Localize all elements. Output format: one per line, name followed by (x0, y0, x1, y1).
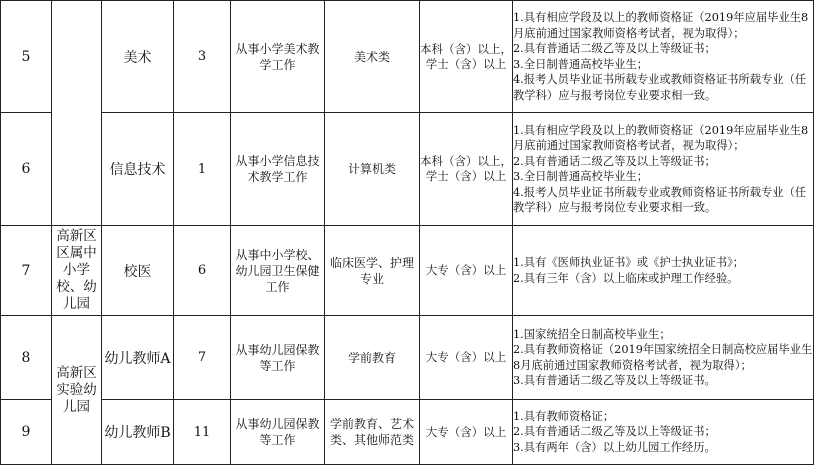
requirement-item: 1.具有《医师执业证书》或《护士执业证书》； (513, 256, 745, 269)
post-name: 幼儿教师B (102, 400, 174, 465)
post-name: 美术 (102, 1, 174, 113)
major-requirement: 学前教育 (325, 316, 420, 400)
job-scope: 从事小学美术教学工作 (231, 1, 325, 113)
requirement-item: 1.具有相应学段及以上的教师资格证（2019年应届毕业生8月底前通过国家教师资格考试者，视为取得）； (513, 123, 809, 152)
employer-unit: 高新区区属中小学校、幼儿园 (52, 226, 102, 316)
requirement-item: 2.具有普通话二级乙等及以上等级证书； (513, 425, 716, 439)
education-requirement: 本科（含）以上，学士（含）以上 (420, 1, 513, 113)
job-scope: 从事幼儿园保教等工作 (231, 316, 325, 400)
major-requirement: 临床医学、护理专业 (325, 226, 420, 316)
education-requirement: 大专（含）以上 (420, 400, 513, 465)
requirement-item: 1.国家统招全日制高校毕业生； (513, 327, 671, 341)
post-name: 校医 (102, 226, 174, 316)
other-requirements (513, 1, 814, 113)
requirement-item: 3.全日制普通高校毕业生； (513, 170, 649, 183)
education-requirement: 大专（含）以上 (420, 316, 513, 400)
job-scope: 从事中小学校、幼儿园卫生保健工作 (231, 226, 325, 316)
table-row (1, 113, 814, 226)
row-number: 6 (1, 113, 52, 226)
major-requirement: 计算机类 (325, 113, 420, 226)
requirement-item: 3.全日制普通高校毕业生； (513, 57, 649, 71)
education-requirement: 本科（含）以上，学士（含）以上 (420, 113, 513, 226)
row-number: 9 (1, 400, 52, 465)
job-scope: 从事小学信息技术教学工作 (231, 113, 325, 226)
major-requirement: 学前教育、艺术类、其他师范类 (325, 400, 420, 465)
headcount: 6 (174, 226, 231, 316)
row-number: 5 (1, 1, 52, 113)
other-requirements (513, 316, 814, 400)
row-number: 7 (1, 226, 52, 316)
requirement-item: 1.具有教师资格证； (513, 409, 615, 423)
headcount: 11 (174, 400, 231, 465)
job-scope: 从事幼儿园保教等工作 (231, 400, 325, 465)
requirement-item: 2.具有三年（含）以上临床或护理工作经验。 (513, 271, 739, 285)
other-requirements (513, 113, 814, 226)
unit-cell-empty (52, 1, 102, 226)
table-row (1, 316, 814, 400)
requirement-item: 1.具有相应学段及以上的教师资格证（2019年应届毕业生8月底前通过国家教师资格考试者，视为取得）； (513, 11, 809, 40)
requirement-item: 4.报考人员毕业证书所载专业或教师资格证书所载专业（任教学科）应与报考岗位专业要求相一致。 (513, 73, 807, 102)
education-requirement: 大专（含）以上 (420, 226, 513, 316)
headcount: 3 (174, 1, 231, 113)
headcount: 7 (174, 316, 231, 400)
requirement-item: 4.报考人员毕业证书所载专业或教师资格证书所载专业（任教学科）应与报考岗位专业要求相一致。 (513, 185, 807, 214)
major-requirement: 美术类 (325, 1, 420, 113)
employer-unit: 高新区实验幼儿园 (52, 316, 102, 465)
requirement-item: 3.具有普通话二级乙等及以上等级证书。 (513, 374, 716, 387)
row-number: 8 (1, 316, 52, 400)
other-requirements (513, 226, 814, 316)
headcount: 1 (174, 113, 231, 226)
requirement-item: 2.具有普通话二级乙等及以上等级证书； (513, 154, 716, 168)
table-row (1, 1, 814, 113)
table-row (1, 400, 814, 465)
other-requirements (513, 400, 814, 465)
post-name: 幼儿教师A (102, 316, 174, 400)
post-name: 信息技术 (102, 113, 174, 226)
table-row (1, 226, 814, 316)
requirement-item: 2.具有教师资格证（2019年国家统招全日制高校应届毕业生8月底前通过国家教师资格考试者，视为取得）； (513, 343, 813, 372)
requirement-item: 2.具有普通话二级乙等及以上等级证书； (513, 42, 716, 55)
requirement-item: 3.具有两年（含）以上幼儿园工作经历。 (513, 440, 716, 454)
